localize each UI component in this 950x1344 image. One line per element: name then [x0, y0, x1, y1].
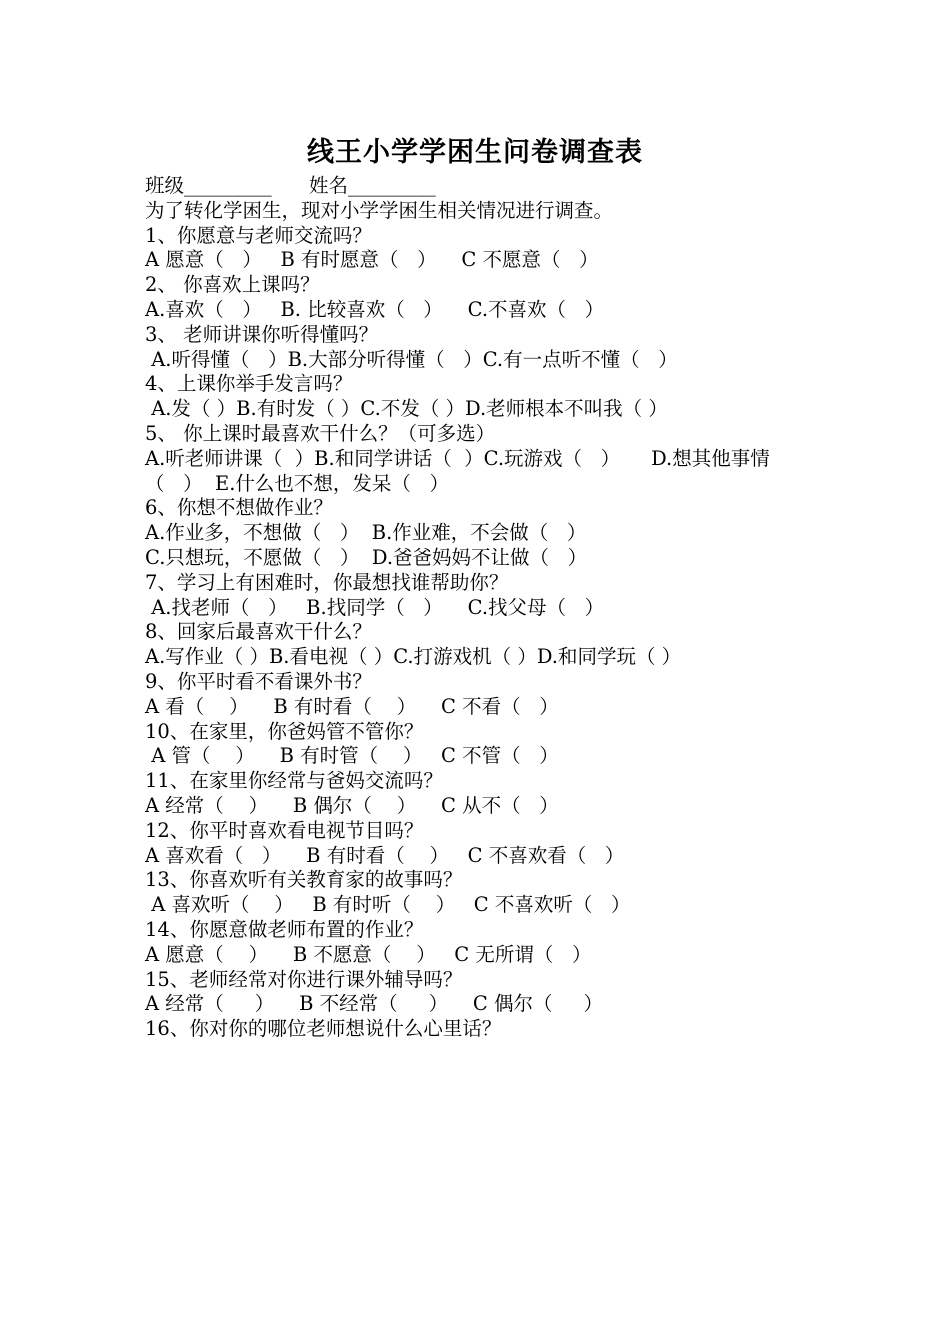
question-9: 9、你平时看不看课外书？: [145, 669, 372, 693]
question-4: 4、上课你举手发言吗？: [145, 372, 353, 396]
answer-9: A 看（ ） B 有时看（ ） C 不看（ ）: [145, 694, 559, 718]
question-12: 12、你平时喜欢看电视节目吗？: [145, 818, 424, 842]
answer-14: A 愿意（ ） B 不愿意（ ） C 无所谓（ ）: [145, 942, 592, 966]
answer-10: A 管（ ） B 有时管（ ） C 不管（ ）: [145, 744, 559, 768]
question-11: 11、在家里你经常与爸妈交流吗？: [145, 769, 443, 793]
document-title: 线王小学学困生问卷调查表: [307, 137, 643, 168]
answer-8: A.写作业（ ）B.看电视（ ）C.打游戏机（ ）D.和同学玩（ ）: [145, 645, 682, 669]
question-3: 3、 老师讲课你听得懂吗？: [145, 322, 379, 346]
question-15: 15、老师经常对你进行课外辅导吗？: [145, 967, 463, 991]
question-8: 8、回家后最喜欢干什么？: [145, 620, 372, 644]
question-16: 16、你对你的哪位老师想说什么心里话？: [145, 1017, 502, 1041]
answer-6b: C.只想玩，不愿做（ ） D.爸爸妈妈不让做（ ）: [145, 545, 588, 569]
answer-3: A.听得懂（ ）B.大部分听得懂（ ）C.有一点听不懂（ ）: [145, 347, 678, 371]
question-6: 6、你想不想做作业？: [145, 496, 333, 520]
question-5: 5、 你上课时最喜欢干什么？（可多选）: [145, 421, 496, 445]
answer-5: A.听老师讲课（ ）B.和同学讲话（ ）C.玩游戏（ ） D.想其他事情: [145, 446, 770, 470]
answer-12: A 喜欢看（ ） B 有时看（ ） C 不喜欢看（ ）: [145, 843, 625, 867]
intro-line: 为了转化学困生，现对小学学困生相关情况进行调查。: [145, 198, 614, 222]
question-2: 2、 你喜欢上课吗？: [145, 273, 320, 297]
answer-7: A.找老师（ ） B.找同学（ ） C.找父母（ ）: [145, 595, 605, 619]
answer-6a: A.作业多，不想做（ ） B.作业难，不会做（ ）: [145, 521, 587, 545]
answer-4: A.发（ ）B.有时发（ ）C.不发（ ）D.老师根本不叫我（ ）: [145, 397, 668, 421]
question-1: 1、你愿意与老师交流吗？: [145, 223, 372, 247]
question-10: 10、在家里，你爸妈管不管你？: [145, 719, 424, 743]
document-body: [145, 174, 825, 1042]
question-14: 14、你愿意做老师布置的作业？: [145, 917, 424, 941]
answer-15: A 经常（ ） B 不经常（ ） C 偶尔（ ）: [145, 992, 603, 1016]
answer-13: A 喜欢听（ ） B 有时听（ ） C 不喜欢听（ ）: [145, 893, 631, 917]
class-name-line: 班级_________ 姓名_________: [145, 174, 436, 197]
answer-11: A 经常（ ） B 偶尔（ ） C 从不（ ）: [145, 793, 559, 817]
question-7: 7、学习上有困难时，你最想找谁帮助你？: [145, 570, 509, 594]
answer-1: A 愿意（ ） B 有时愿意（ ） C 不愿意（ ）: [145, 248, 599, 272]
question-13: 13、你喜欢听有关教育家的故事吗？: [145, 868, 463, 892]
answer-5-cont: （ ） E.什么也不想，发呆（ ）: [145, 471, 450, 495]
answer-2: A.喜欢（ ） B. 比较喜欢（ ） C.不喜欢（ ）: [145, 297, 605, 321]
